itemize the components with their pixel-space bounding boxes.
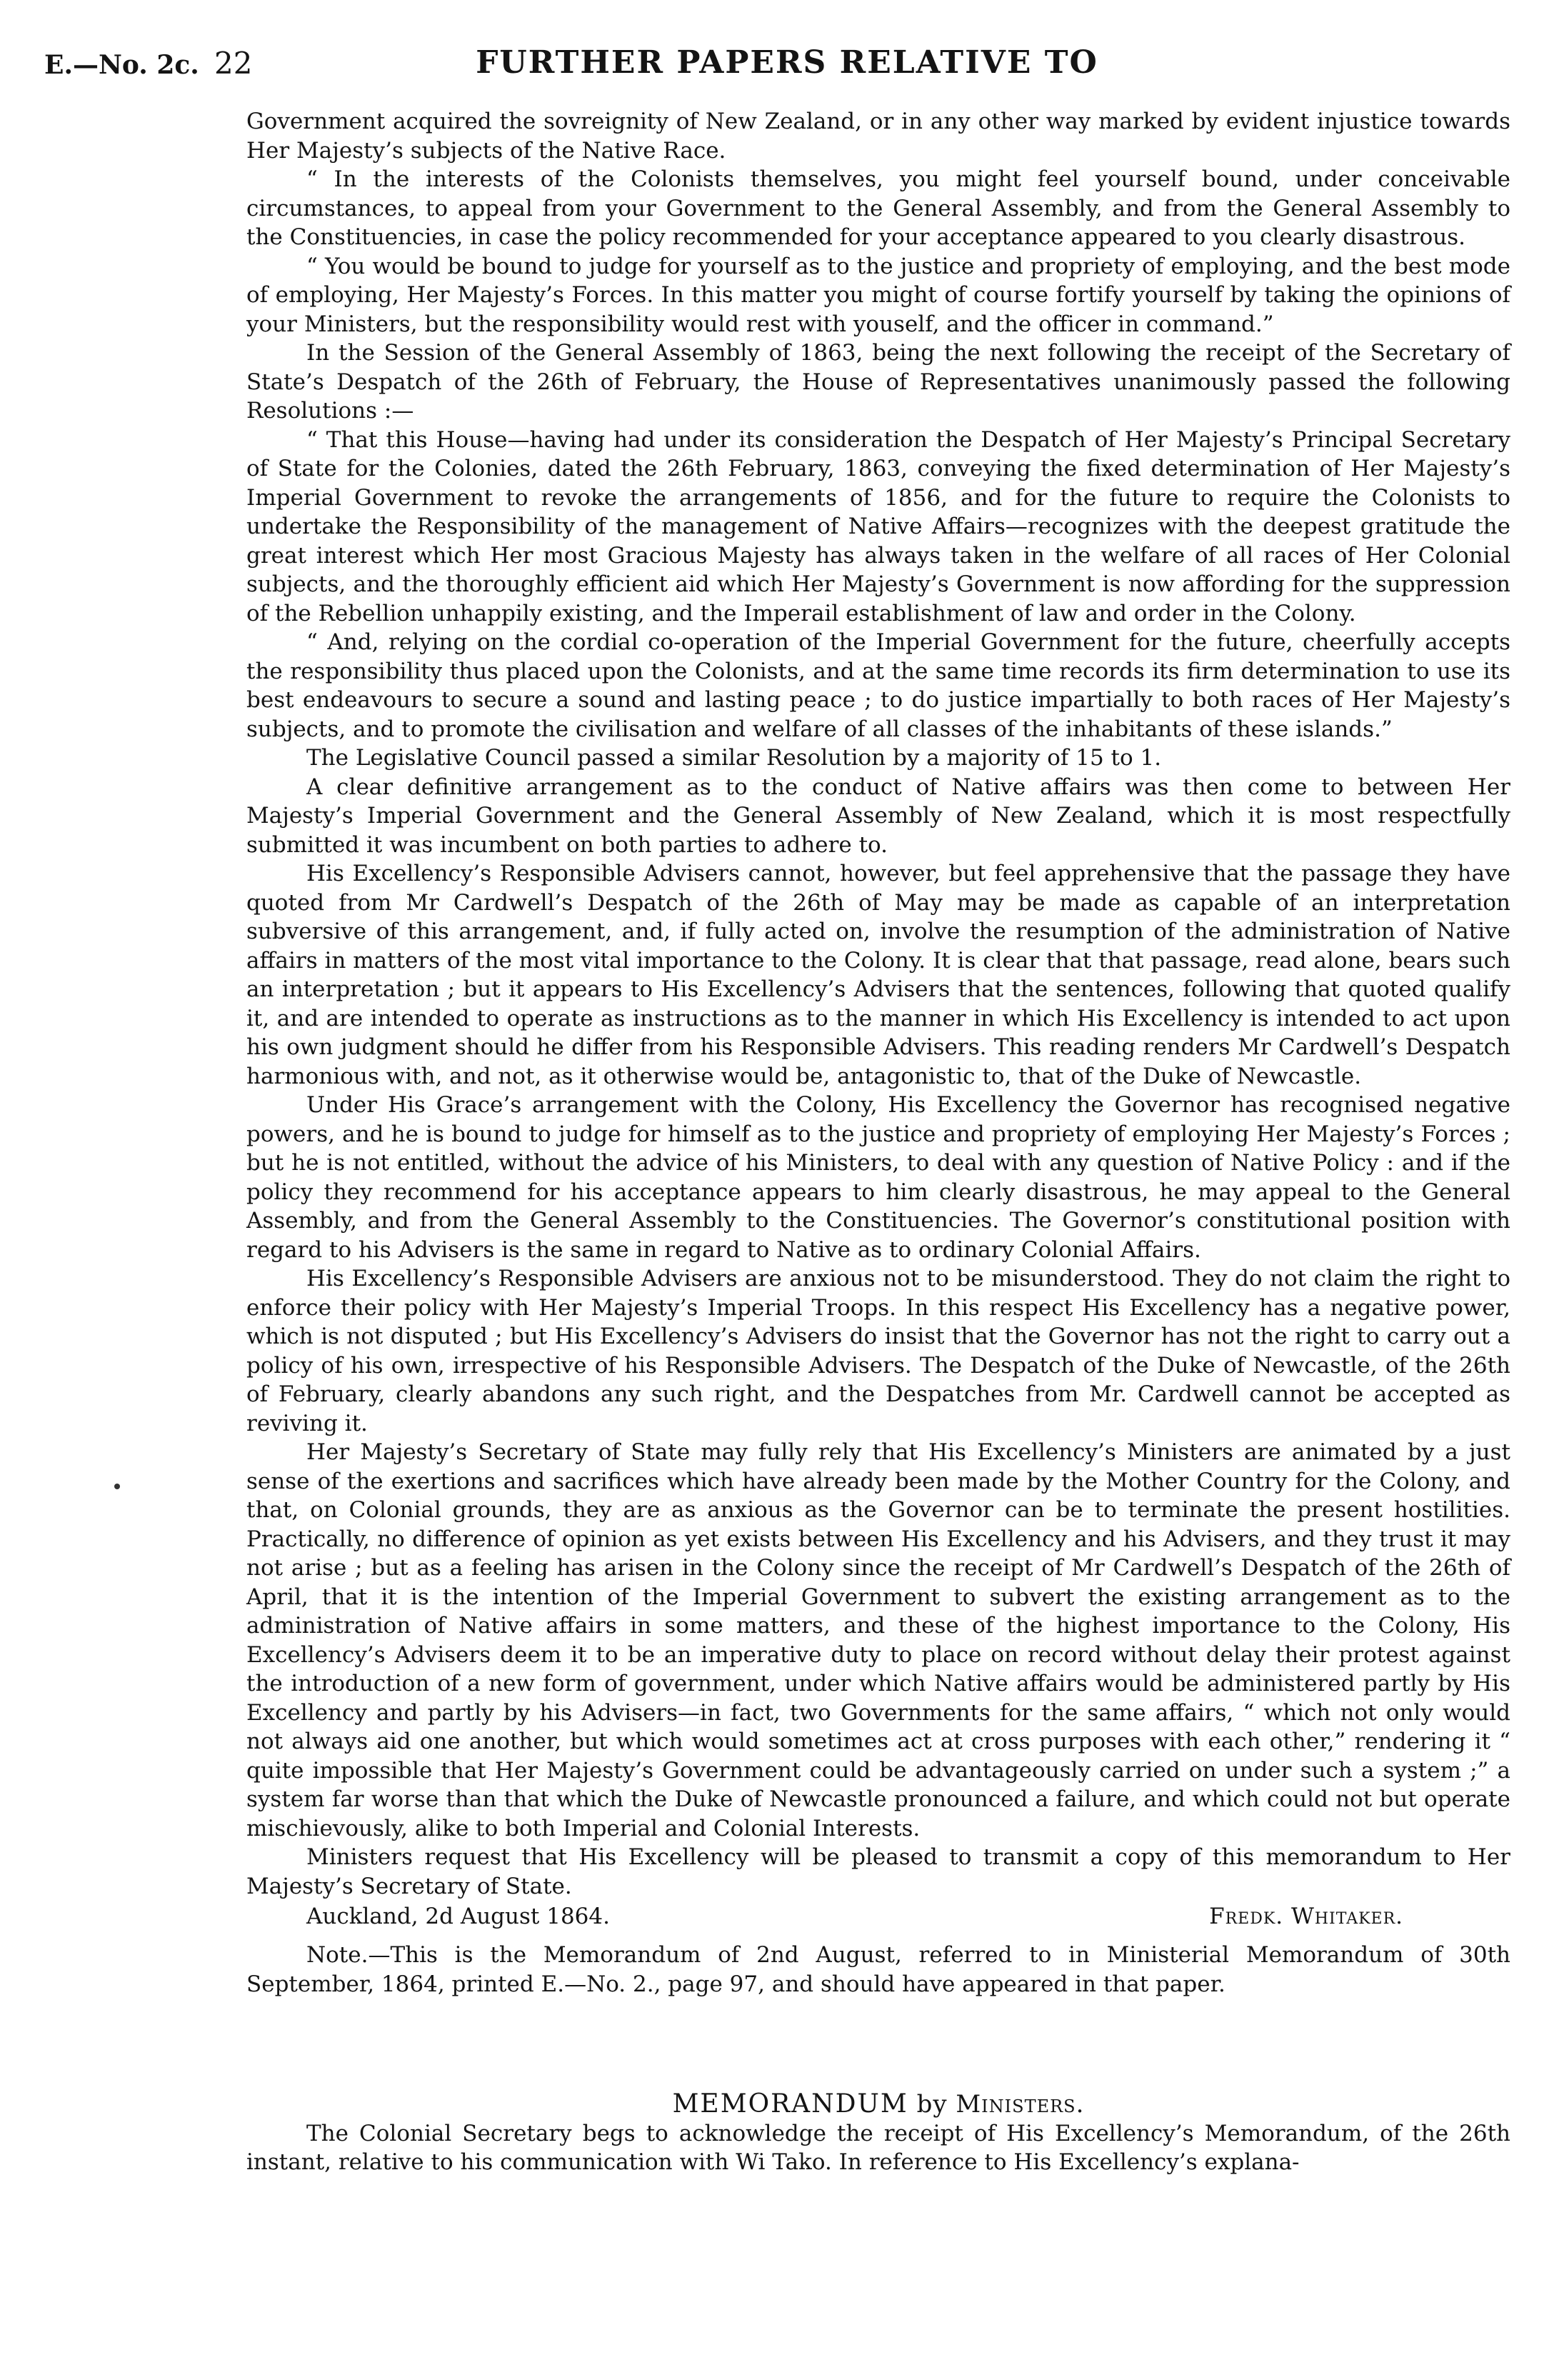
quoted-paragraph: “ In the interests of the Colonists themselves, you might feel yourself bound, under conceivable circumstances, to appeal from your Government to the General Assembly, and from the General Assembly to the Constituencies, in case the policy recommended for your acceptance appeared to you clearly disastrous. [246, 166, 1510, 250]
signature-line [246, 1904, 1510, 1934]
quoted-paragraph: “ You would be bound to judge for yourself as to the justice and propriety of employing, and the best mode of employing, Her Majesty’s Forces. In this matter you might of course fortify yourself by taking the opinions of your Ministers, but the responsibility would rest with youself, and the officer in command.” [246, 253, 1510, 337]
paragraph: A clear definitive arrangement as to the conduct of Native affairs was then come to between Her Majesty’s Imperial Government and the General Assembly of New Zealand, which it is most respectfully submitted it was incumbent on both parties to adhere to. [246, 774, 1510, 858]
page-number: 22 [214, 46, 253, 81]
page-header [44, 44, 1530, 94]
paragraph: His Excellency’s Responsible Advisers are anxious not to be misunderstood. They do not claim the right to enforce their policy with Her Majesty’s Imperial Troops. In this respect His Excellency has a negative power, which is not disputed ; but His Excellency’s Advisers do insist that the Governor has not the right to carry out a policy of his own, irrespective of his Responsible Advisers. The Despatch of the Duke of Newcastle, of the 26th of February, clearly abandons any such right, and the Despatches from Mr. Cardwell cannot be accepted as reviving it. [246, 1266, 1510, 1436]
margin-mark [114, 1484, 120, 1489]
document-reference: E.—No. 2c. [44, 50, 199, 80]
resolution-paragraph: “ And, relying on the cordial co-operation of the Imperial Government for the future, cheerfully accepts the responsibility thus placed upon the Colonists, and at the same time records its firm determination to use its best endeavours to secure a sound and lasting peace ; to do justice impartially to both races of Her Majesty’s subjects, and to promote the civilisation and welfare of all classes of the inhabitants of these islands.” [246, 629, 1510, 742]
paragraph: In the Session of the General Assembly of 1863, being the next following the receipt of the Secretary of State’s Despatch of the 26th of February, the House of Representatives unanimously passed the following Resolutions :— [246, 340, 1510, 424]
paragraph: Her Majesty’s Secretary of State may fully rely that His Excellency’s Ministers are animated by a just sense of the exertions and sacrifices which have already been made by the Mother Country for the Colony, and that, on Colonial grounds, they are as anxious as the Governor can be to terminate the present hostilities. Practically, no difference of opinion as yet exists between His Excellency and his Advisers, and they trust it may not arise ; but as a feeling has arisen in the Colony since the receipt of Mr Cardwell’s Despatch of the 26th of April, that it is the intention of the Imperial Government to subvert the existing arrangement as to the administration of Native affairs in some matters, and these of the highest importance to the Colony, His Excellency’s Advisers deem it to be an imperative duty to place on record without delay their protest against the introduction of a new form of government, under which Native affairs would be administered partly by His Excellency and partly by his Advisers—in fact, two Governments for the same affairs, “ which not only would not always aid one another, but which would sometimes act at cross purposes with each other,” rendering it “ quite impossible that Her Majesty’s Government could be advantageously carried on under such a system ;” a system far worse than that which the Duke of Newcastle pronounced a failure, and which could not but operate mischievously, alike to both Imperial and Colonial Interests. [246, 1439, 1510, 1841]
memorandum-title-by: by [916, 2090, 948, 2119]
signatory-name: Fredk. Whitaker. [1209, 1904, 1403, 1929]
paragraph: Under His Grace’s arrangement with the Colony, His Excellency the Governor has recognised negative powers, and he is bound to judge for himself as to the justice and propriety of employing Her Majesty’s Forces ; but he is not entitled, without the advice of his Ministers, to deal with any question of Native Policy : and if the policy they recommend for his acceptance appears to him clearly disastrous, he may appeal to the General Assembly, and from the General Assembly to the Constituencies. The Governor’s constitutional position with regard to his Advisers is the same in regard to Native as to ordinary Colonial Affairs. [246, 1092, 1510, 1263]
memorandum-title-main: MEMORANDUM [672, 2089, 908, 2119]
place-and-date: Auckland, 2d August 1864. [306, 1904, 610, 1929]
document-body [246, 107, 1510, 2177]
paragraph: Government acquired the sovreignity of New Zealand, or in any other way marked by evident injustice towards Her Majesty’s subjects of the Native Race. [246, 109, 1510, 164]
memorandum-title [246, 2090, 1510, 2119]
memorandum-title-sub: Ministers. [956, 2090, 1085, 2119]
memorandum-paragraph: The Colonial Secretary begs to acknowledge the receipt of His Excellency’s Memorandum, of the 26th instant, relative to his communication with Wi Tako. In reference to His Excellency’s explana- [246, 2120, 1510, 2175]
resolution-paragraph: “ That this House—having had under its consideration the Despatch of Her Majesty’s Principal Secretary of State for the Colonies, dated the 26th February, 1863, conveying the fixed determination of Her Majesty’s Imperial Government to revoke the arrangements of 1856, and for the future to require the Colonists to undertake the Responsibility of the management of Native Affairs—recognizes with the deepest gratitude the great interest which Her most Gracious Majesty has always taken in the welfare of all races of Her Colonial subjects, and the thoroughly efficient aid which Her Majesty’s Government is now affording for the suppression of the Rebellion unhappily existing, and the Imperail establishment of law and order in the Colony. [246, 426, 1510, 626]
running-title: FURTHER PAPERS RELATIVE TO [476, 44, 1098, 81]
paragraph: The Legislative Council passed a similar Resolution by a majority of 15 to 1. [306, 745, 1162, 771]
note-paragraph: Note.—This is the Memorandum of 2nd August, referred to in Ministerial Memorandum of 30th September, 1864, printed E.—No. 2., page 97, and should have appeared in that paper. [246, 1942, 1510, 1997]
paragraph: His Excellency’s Responsible Advisers cannot, however, but feel apprehensive that the passage they have quoted from Mr Cardwell’s Despatch of the 26th of May may be made as capable of an interpretation subversive of this arrangement, and, if fully acted on, involve the resumption of the administration of Native affairs in matters of the most vital importance to the Colony. It is clear that that passage, read alone, bears such an interpretation ; but it appears to His Excellency’s Advisers that the sentences, following that quoted qualify it, and are intended to operate as instructions as to the manner in which His Excellency is intended to act upon his own judgment should he differ from his Responsible Advisers. This reading renders Mr Cardwell’s Despatch harmonious with, and not, as it otherwise would be, antagonistic to, that of the Duke of Newcastle. [246, 861, 1510, 1089]
paragraph: Ministers request that His Excellency will be pleased to transmit a copy of this memorandum to Her Majesty’s Secretary of State. [246, 1844, 1510, 1899]
